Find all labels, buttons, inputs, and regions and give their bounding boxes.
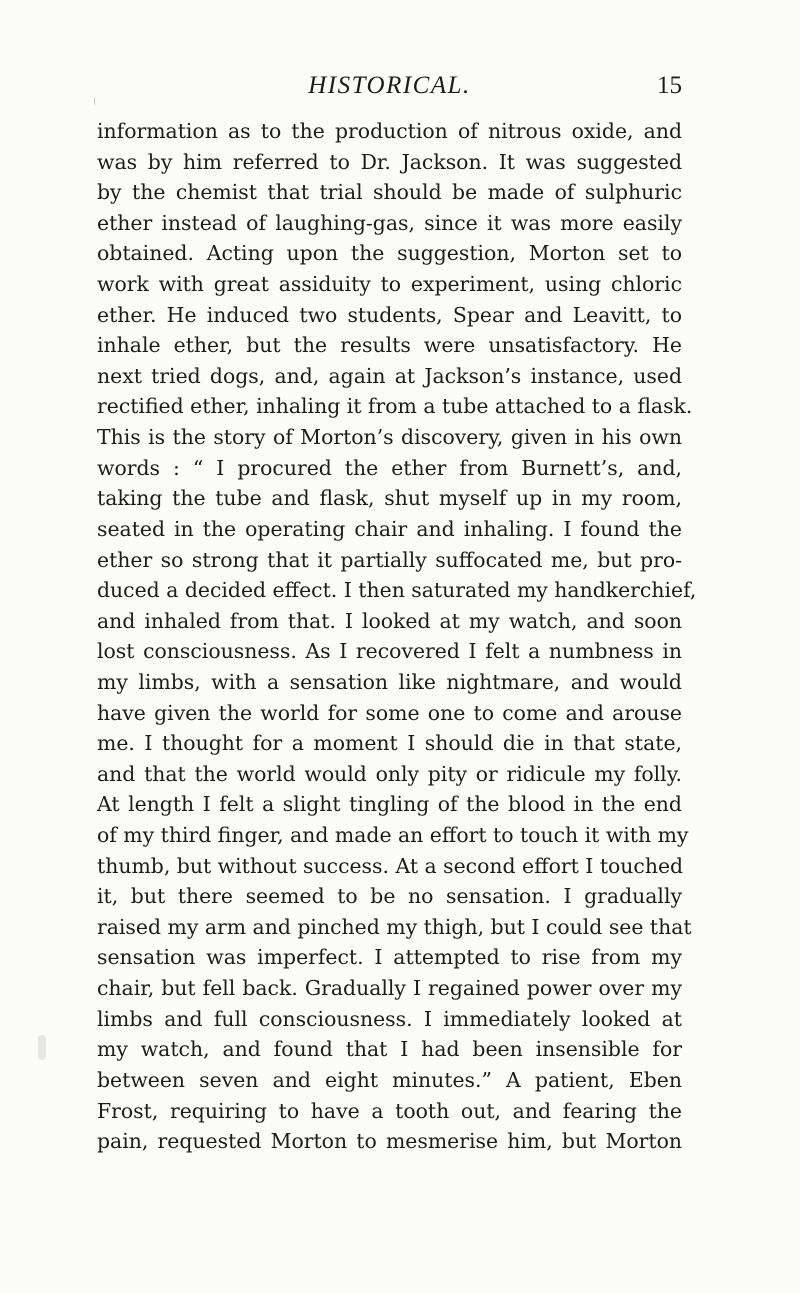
text-line-8: inhale ether, but the results were unsatisfactory. He [97, 333, 682, 358]
text-line-33: Frost, requiring to have a tooth out, and fearing the [97, 1098, 682, 1123]
text-line-7: ether. He induced two students, Spear and Leavitt, to [97, 302, 682, 327]
text-line-16: duced a decided effect. I then saturated my handkerchief, [97, 578, 697, 603]
text-line-24: of my third finger, and made an effort to touch it with my [97, 823, 689, 848]
text-line-26: it, but there seemed to be no sensation. I gradually [97, 884, 682, 909]
text-line-4: ether instead of laughing-gas, since it was more easily [97, 210, 682, 235]
text-line-27: raised my arm and pinched my thigh, but I could see that [97, 914, 692, 939]
text-line-6: work with great assiduity to experiment, using chloric [97, 272, 682, 297]
text-line-20: have given the world for some one to come and arouse [97, 700, 682, 725]
text-line-3: by the chemist that trial should be made of sulphuric [97, 180, 682, 205]
text-line-13: taking the tube and flask, shut myself up in my room, [97, 486, 682, 511]
text-line-11: This is the story of Morton’s discovery, given in his own [97, 425, 682, 450]
running-head [97, 70, 682, 102]
text-line-25: thumb, but without success. At a second effort I touched [97, 853, 684, 878]
text-line-15: ether so strong that it partially suffocated me, but pro- [97, 547, 682, 572]
text-line-31: my watch, and found that I had been insensible for [97, 1037, 682, 1062]
text-line-34: pain, requested Morton to mesmerise him, but Morton [97, 1129, 682, 1154]
text-line-2: was by him referred to Dr. Jackson. It was suggested [97, 149, 682, 174]
text-line-1: information as to the production of nitrous oxide, and [97, 119, 682, 143]
text-line-19: my limbs, with a sensation like nightmare, and would [97, 669, 682, 694]
running-title: HISTORICAL. [308, 72, 471, 99]
text-line-21: me. I thought for a moment I should die in that state, [97, 731, 682, 756]
text-line-29: chair, but fell back. Gradually I regained power over my [97, 976, 682, 1001]
text-line-18: lost consciousness. As I recovered I felt a numbness in [97, 639, 682, 664]
page-edge-mark [38, 1035, 46, 1060]
text-line-12: words : “ I procured the ether from Burnett’s, and, [97, 455, 682, 480]
page-number: 15 [657, 72, 682, 99]
text-line-17: and inhaled from that. I looked at my watch, and soon [97, 608, 682, 633]
text-line-23: At length I felt a slight tingling of the blood in the end [97, 792, 682, 817]
text-line-28: sensation was imperfect. I attempted to rise from my [97, 945, 682, 970]
body-text [97, 116, 697, 1157]
text-line-14: seated in the operating chair and inhaling. I found the [97, 516, 682, 541]
text-line-9: next tried dogs, and, again at Jackson’s instance, used [97, 363, 682, 388]
text-line-32: between seven and eight minutes.” A patient, Eben [97, 1067, 682, 1092]
text-line-5: obtained. Acting upon the suggestion, Morton set to [97, 241, 682, 266]
text-line-22: and that the world would only pity or ridicule my folly. [97, 761, 682, 786]
text-line-10: rectified ether, inhaling it from a tube attached to a flask. [97, 394, 693, 419]
text-line-30: limbs and full consciousness. I immediately looked at [97, 1006, 682, 1031]
